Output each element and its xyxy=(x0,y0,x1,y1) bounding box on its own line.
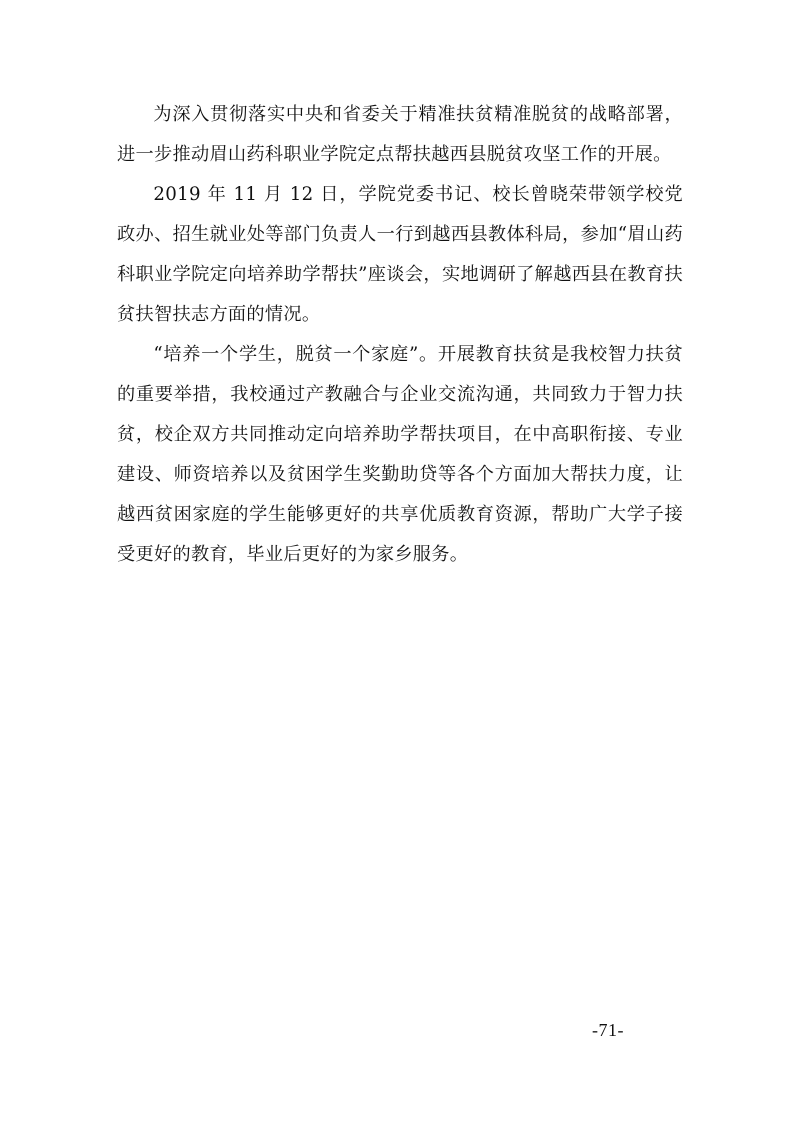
paragraph-poverty-alleviation: “培养一个学生，脱贫一个家庭”。开展教育扶贫是我校智力扶贫的重要举措，我校通过产教融合与企业交流沟通，共同致力于智力扶贫，校企双方共同推动定向培养助学帮扶项目，在中高职衔接、专业建设、师资培养以及贫困学生奖勤助贷等各个方面加大帮扶力度，让越西贫困家庭的学生能够更好的共享优质教育资源，帮助广大学子接受更好的教育，毕业后更好的为家乡服务。 xyxy=(117,344,683,565)
document-body xyxy=(117,95,683,575)
paragraph-event: 2019 年 11 月 12 日，学院党委书记、校长曾晓荣带领学校党政办、招生就业处等部门负责人一行到越西县教体科局，参加“眉山药科职业学院定向培养助学帮扶”座谈会，实地调研了解越西县在教育扶贫扶智扶志方面的情况。 xyxy=(117,184,683,325)
paragraph-intro: 为深入贯彻落实中央和省委关于精准扶贫精准脱贫的战略部署，进一步推动眉山药科职业学院定点帮扶越西县脱贫攻坚工作的开展。 xyxy=(117,104,683,165)
page-number: -71- xyxy=(592,1020,624,1040)
